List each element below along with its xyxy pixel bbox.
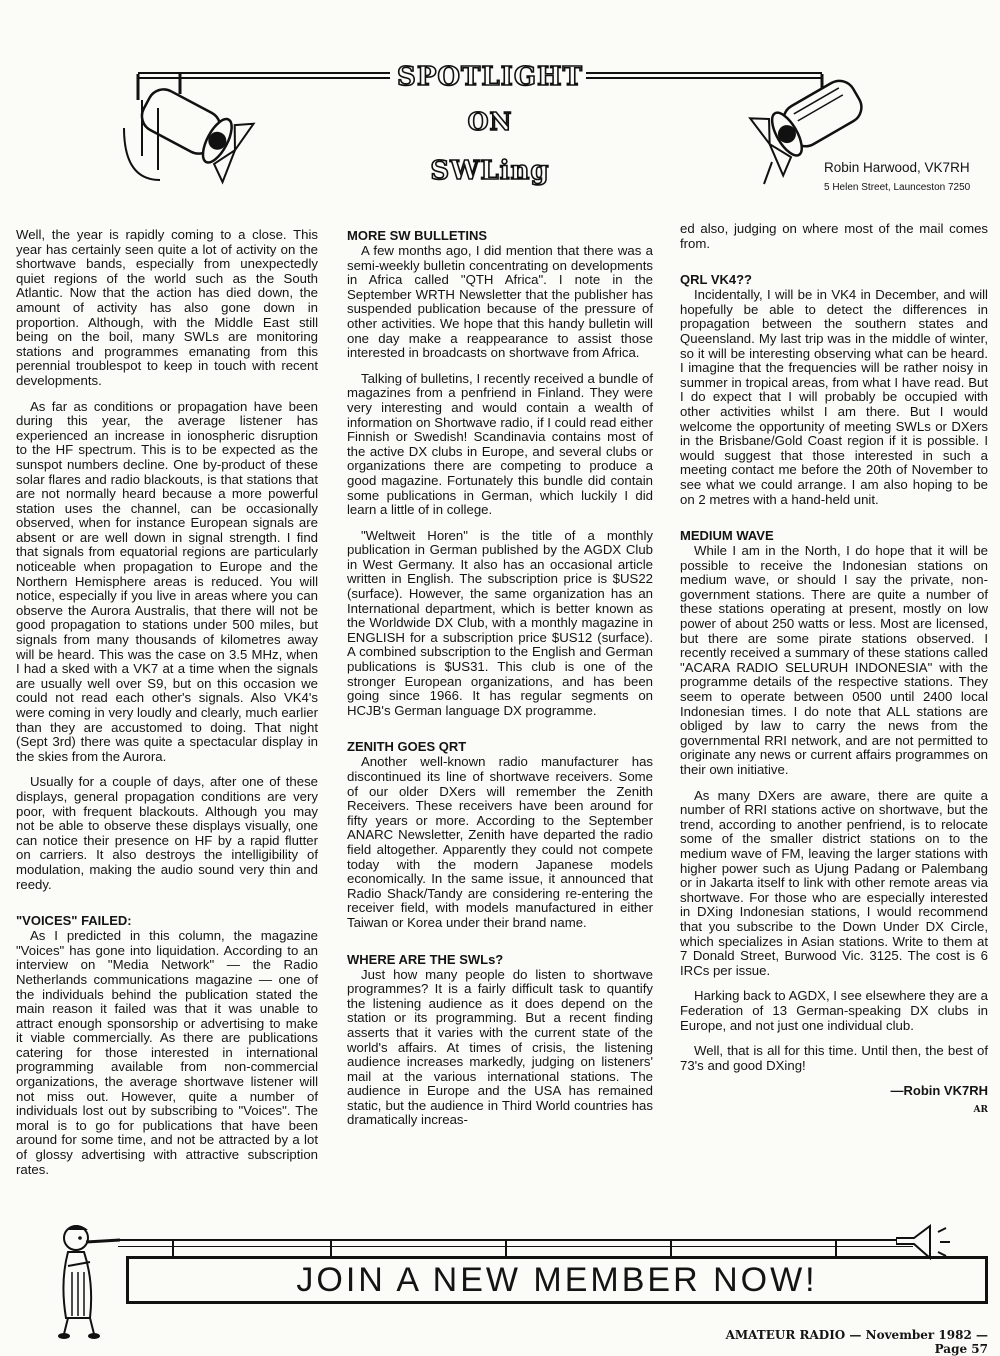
paragraph: Usually for a couple of days, after one of these displays, general propagation conditions are very poor, with frequent blackouts. Although you may not be able to observe these displays visually, one can notice their presence on HF by a rapid flutter on carriers. It also destroys the intelligibility of modulation, making the audio sound very thin and reedy.	[16, 774, 318, 892]
banner-text: JOIN A NEW MEMBER NOW!	[296, 1261, 818, 1299]
title-on: ON	[467, 107, 513, 136]
banner-pole-lower	[118, 1246, 913, 1247]
paragraph: Another well-known radio manufacturer has discontinued its line of shortwave receivers. Some of our older DXers will remember the Zenith Receivers. These receivers have been around for fifty years or more. According to the September ANARC Newsletter, Zenith have departed the radio field altogether. Apparently they could not compete today with the modern Japanese models economically. In the same issue, it announced that Radio Shack/Tandy are considering re-entering the receiver field, with models manufactured in either Taiwan or Korea under their brand name.	[347, 754, 653, 930]
section-heading-voices: "VOICES" FAILED:	[16, 913, 132, 929]
spotlight-left-icon	[120, 60, 280, 190]
paragraph: As many DXers are aware, there are quite a number of RRI stations active on shortwave, but the trend, according to another penfriend, is to relocate some of the smaller district stations on to the medium wave of FM, leaving the larger stations with higher power such as Ujung Padang or Palembang or in Jakarta itself to link with other remote areas via shortwave. For those who are especially interested in DXing Indonesian stations, I would recommend that you subscribe to the Down Under DX Circle, which specializes in Asian stations. Write to them at 7 Donald Street, Burwood Vic. 3125. The cost is 6 IRCs per issue.	[680, 787, 988, 978]
paragraph: Incidentally, I will be in VK4 in December, and will hopefully be able to detect the differences in propagation between the southern states and Queensland. My last trip was in the middle of winter, so it will be interesting observing what can be heard. I imagine that the frequencies will be rather noisy in summer in tropical areas, from what I have read. But I do expect that I will probably be occupied with other activities whilst I am there. But I would welcome the opportunity of meeting SWLs or DXers in the Brisbane/Gold Coast region if it is possible. I would suggest that those interested in such a meeting contact me before the 20th of November to see what we could arrange. I am also hoping to be on 2 metres with a hand-held unit.	[680, 287, 988, 507]
column-title	[380, 62, 600, 184]
paragraph: Just how many people do listen to shortwave programmes? It is a fairly difficult task to quantify the listening audience as it does depend on the station or its programming. But a recent finding asserts that it varies with the current state of the world's affairs. At times of crisis, the listening audience increases markedly, judging on listeners' mail at the various international stations. The audience in Europe and the USA has remained static, but the audience in Third World countries has dramatically increas-	[347, 966, 653, 1128]
signature: —Robin VK7RH	[890, 1083, 988, 1099]
paragraph: As I predicted in this column, the magazine "Voices" has gone into liquidation. According to an interview on "Media Network" — the Radio Netherlands communications magazine — one of the individuals behind the publication stated the main reason it failed was that it was unable to attract enough sponsorship or advertising to make it viable commercially. As there are publications catering for those interested in international programming available from non-commercial organizations, the average shortwave listener will not miss out. However, quite a number of individuals lost out by subscribing to "Voices". The moral is to go for publications that have been around for some time, and not be attracted by a lot of glossy advertising with attractive subscription rates.	[16, 928, 318, 1177]
title-swling: SWLing	[430, 156, 550, 186]
paragraph: Well, the year is rapidly coming to a close. This year has certainly seen quite a lot of activity on the shortwave bands, especially from unexpectedly quiet regions of the world such as the South Atlantic. Now that the action has died down, the amount of activity has also gone down in proportion. Although, with the Middle East still being on the boil, many SWLs are monitoring stations and programmes emanating from this perennial troublespot to keep in touch with recent developments.	[16, 227, 318, 388]
paragraph: Harking back to AGDX, I see elsewhere they are a Federation of 13 German-speaking DX clubs in Europe, and not just one individual club.	[680, 988, 988, 1033]
paragraph: "Weltweit Horen" is the title of a monthly publication in German published by the AGDX Club in West Germany. It also has an occasional article written in English. The subscription price is $US22 (surface). However, the same organization has an International department, which is better known as the Worldwide DX Club, with a monthly magazine in ENGLISH for a subscription price $US12 (surface). A combined subscription to the English and German publications is $US31. This club is one of the stronger European organizations, and has been going since 1966. It has regular segments on HCJB's German language DX programme.	[347, 527, 653, 718]
column-3	[680, 222, 988, 1117]
paragraph: Well, that is all for this time. Until then, the best of 73's and good DXing!	[680, 1043, 988, 1073]
banner-pole	[118, 1239, 913, 1241]
page-footer: AMATEUR RADIO — November 1982 — Page 57	[725, 1328, 988, 1356]
paragraph: As far as conditions or propagation have been during this year, the average listener has experienced an increase in ionospheric disruption to the HF spectrum. This is to be expected as the sunspot numbers decline. One by-product of these solar flares and radio blackouts, is that stations that are not normally heard because a more powerful station uses the channel, can be occasionally observed, when for instance European signals are absent or are well down in signal strength. I find that signals from equatorial regions are particularly noticeable when propagation to Europe and the Northern Hemisphere areas is reduced. You will notice, especially if you live in areas where you can observe the Aurora Australis, that there will not be good propagation to stations under 500 miles, but signals from many thousands of kilometres away will be heard. This was the case on 3.5 MHz, when I had a sked with a VK7 at a time when the signals are usually well over S9, but on this occasion we could not read each other's signals. Also VK4's were coming in very loudly and clearly, much earlier than they are accustomed to doing. That night (Sept 3rd) there was quite a spectacular display in the skies from the Aurora.	[16, 398, 318, 764]
column-2	[347, 228, 653, 1139]
section-heading-swls: WHERE ARE THE SWLs?	[347, 951, 504, 967]
paragraph: Talking of bulletins, I recently received a bundle of magazines from a penfriend in Finland. They were very interesting and would contain a wealth of information on Shortwave radio, if I could read either Finnish or Swedish! Scandinavia contains most of the active DX clubs in Europe, and several clubs or organizations there are competing to produce a good magazine. Fortunately this bundle did contain some publications in German, which luckily I did learn a little of in college.	[347, 370, 653, 518]
join-banner	[126, 1256, 988, 1304]
paragraph: ed also, judging on where most of the mail comes from.	[680, 221, 988, 251]
paragraph: A few months ago, I did mention that there was a semi-weekly bulletin concentrating on developments in Africa called "QTH Africa". I note in the September WRTH Newsletter that the publisher has suspended publication because of the pressure of other activities. We hope that this handy bulletin will one day make a reappearance to assist those interested in broadcasts on shortwave from Africa.	[347, 243, 653, 361]
end-mark: AR	[973, 1104, 988, 1115]
column-1	[16, 228, 318, 1188]
title-spotlight: SPOTLIGHT	[397, 62, 583, 92]
section-heading-bulletins: MORE SW BULLETINS	[347, 228, 488, 243]
section-heading-zenith: ZENITH GOES QRT	[347, 739, 467, 755]
author-byline: Robin Harwood, VK7RH	[824, 160, 970, 175]
author-address: 5 Helen Street, Launceston 7250	[824, 182, 971, 193]
section-heading-qrl: QRL VK4??	[680, 272, 752, 288]
paragraph: While I am in the North, I do hope that it will be possible to receive the Indonesian stations on medium wave, or should I say the private, non-government stations. There are quite a number of these stations operating at present, mostly on low power of about 250 watts or less. Most are licensed, but there are some pirate stations observed. I recently received a summary of these stations called "ACARA RADIO SELURUH INDONESIA" with the programme details of the respective stations. They seem to operate between 0500 until 2400 local Indonesian times. I do note that ALL stations are obliged by law to carry the news from the governmental RRI network, and are not permitted to originate any news or current affairs programmes on their own initiative.	[680, 543, 988, 777]
section-heading-medium-wave: MEDIUM WAVE	[680, 528, 774, 544]
column-header	[0, 0, 1000, 220]
